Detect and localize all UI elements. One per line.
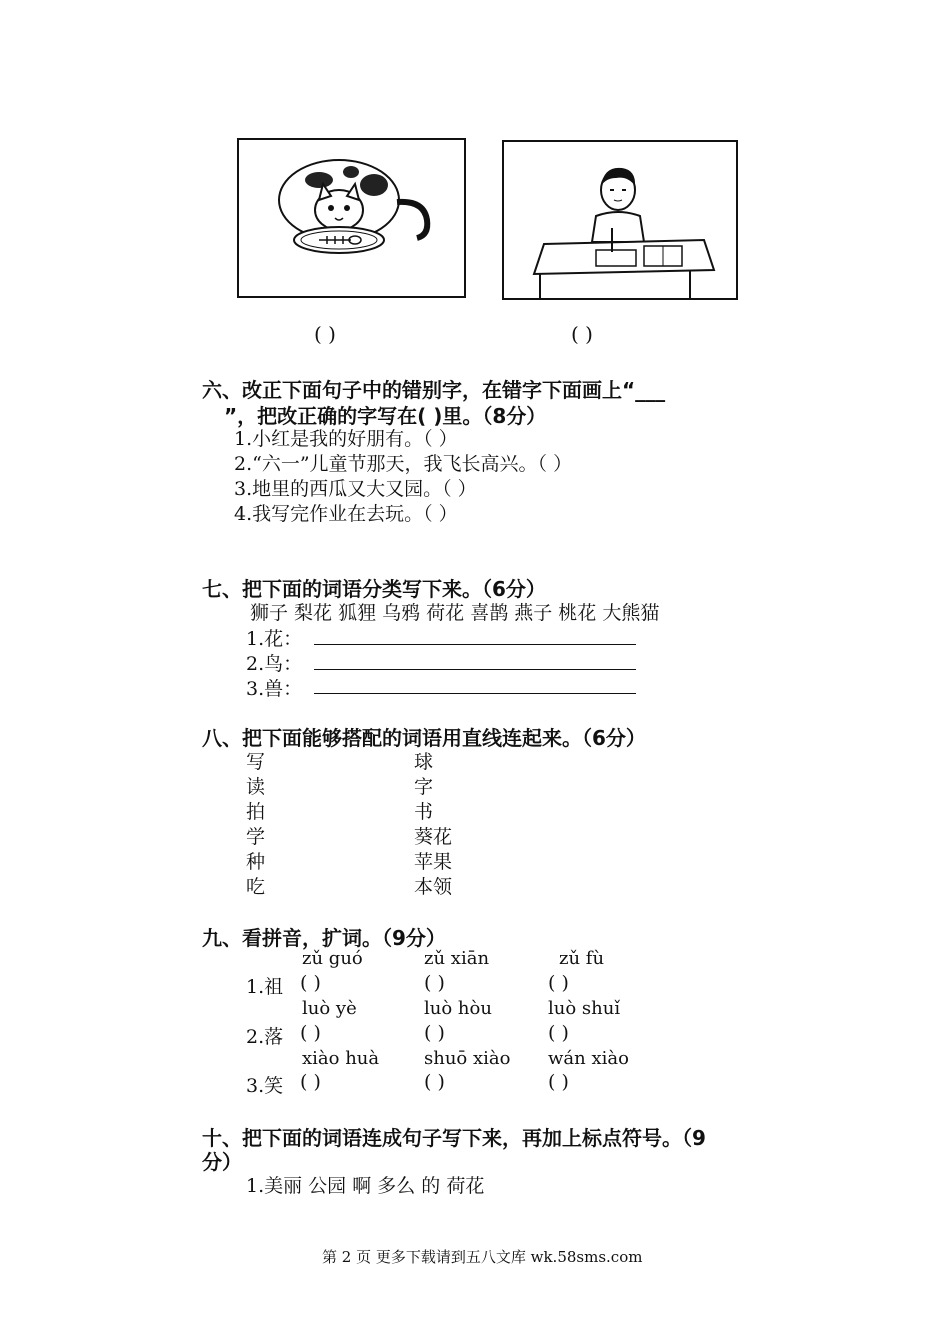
pinyin-label: zǔ xiān: [424, 948, 490, 969]
page-footer: 第 2 页 更多下载请到五八文库 wk.58sms.com: [322, 1248, 643, 1266]
section-8-right-word[interactable]: 本领: [414, 876, 453, 898]
section-6-title-line2: ”，把改正确的字写在( )里。（8分）: [224, 404, 547, 428]
section-6-title-line1: 六、改正下面句子中的错别字，在错字下面画上“___: [202, 378, 666, 402]
pinyin-label: luò yè: [302, 998, 357, 1019]
section-8-left-word[interactable]: 吃: [246, 876, 266, 898]
section-6-item-4: 4.我写完作业在去玩。（ ）: [234, 503, 458, 525]
section-8-left-word[interactable]: 读: [246, 776, 266, 798]
answer-paren[interactable]: ( ): [548, 972, 569, 994]
answer-paren[interactable]: ( ): [424, 1071, 445, 1093]
right-picture-answer-paren[interactable]: ( ): [571, 322, 593, 346]
section-8-left-word[interactable]: 拍: [246, 801, 266, 823]
pinyin-label: wán xiào: [548, 1048, 629, 1069]
section-7-birds-answer-line[interactable]: [314, 669, 636, 670]
section-8-title: 八、把下面能够搭配的词语用直线连起来。（6分）: [202, 726, 646, 750]
boy-picture-frame: [502, 140, 738, 300]
section-8-left-word[interactable]: 写: [246, 751, 266, 773]
cat-picture-frame: [237, 138, 466, 298]
section-7-flowers-answer-line[interactable]: [314, 644, 636, 645]
pinyin-label: xiào huà: [302, 1048, 380, 1069]
section-10-title-line1: 十、把下面的词语连成句子写下来，再加上标点符号。（9: [202, 1126, 706, 1150]
section-8-right-word[interactable]: 字: [414, 776, 434, 798]
section-7-item-beasts: 3.兽：: [246, 678, 303, 700]
answer-paren[interactable]: ( ): [548, 1071, 569, 1093]
pinyin-label: luò hòu: [424, 998, 492, 1019]
section-8-right-word[interactable]: 苹果: [414, 851, 453, 873]
left-picture-answer-paren[interactable]: ( ): [314, 322, 336, 346]
pinyin-label: shuō xiào: [424, 1048, 511, 1069]
answer-paren[interactable]: ( ): [300, 1022, 321, 1044]
section-9-row-label: 2.落: [246, 1026, 284, 1048]
section-10-title-line2: 分）: [202, 1150, 242, 1174]
section-8-left-word[interactable]: 学: [246, 826, 266, 848]
section-8-right-word[interactable]: 球: [414, 751, 434, 773]
cat-eating-fish-illustration: [239, 140, 464, 296]
section-7-title: 七、把下面的词语分类写下来。（6分）: [202, 577, 546, 601]
section-9-title: 九、看拼音，扩词。（9分）: [202, 926, 446, 950]
section-10-item-1: 1.美丽 公园 啊 多么 的 荷花: [246, 1175, 485, 1197]
section-7-beasts-answer-line[interactable]: [314, 693, 636, 694]
answer-paren[interactable]: ( ): [548, 1022, 569, 1044]
answer-paren[interactable]: ( ): [424, 972, 445, 994]
section-7-item-birds: 2.鸟：: [246, 653, 303, 675]
section-9-row-label: 1.祖: [246, 976, 284, 998]
section-6-item-1: 1.小红是我的好朋有。（ ）: [234, 428, 458, 450]
section-7-word-list: 狮子 梨花 狐狸 乌鸦 荷花 喜鹊 燕子 桃花 大熊猫: [250, 602, 660, 624]
boy-writing-illustration: [504, 142, 736, 298]
section-8-left-word[interactable]: 种: [246, 851, 266, 873]
pinyin-label: zǔ fù: [559, 948, 605, 969]
section-8-right-word[interactable]: 书: [414, 801, 434, 823]
section-8-right-word[interactable]: 葵花: [414, 826, 453, 848]
pinyin-label: zǔ guó: [302, 948, 363, 969]
section-7-item-flowers: 1.花：: [246, 628, 303, 650]
pinyin-label: luò shuǐ: [548, 998, 621, 1019]
section-9-row-label: 3.笑: [246, 1075, 284, 1097]
answer-paren[interactable]: ( ): [300, 972, 321, 994]
answer-paren[interactable]: ( ): [300, 1071, 321, 1093]
section-6-item-3: 3.地里的西瓜又大又园。（ ）: [234, 478, 477, 500]
answer-paren[interactable]: ( ): [424, 1022, 445, 1044]
section-6-item-2: 2.“六一”儿童节那天，我飞长高兴。（ ）: [234, 453, 573, 475]
